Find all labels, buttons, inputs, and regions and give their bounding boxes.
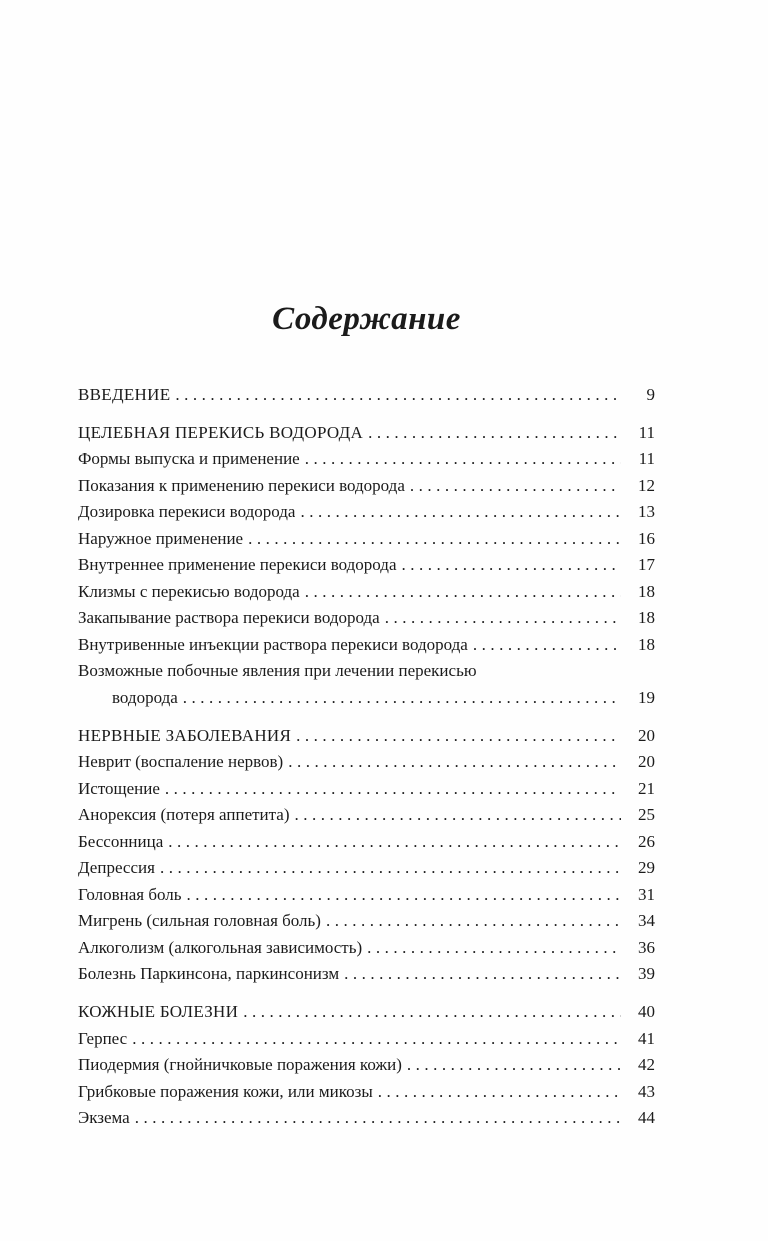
toc-entry	[78, 526, 655, 553]
dot-leader	[339, 961, 621, 988]
toc-entry-label: Истощение	[78, 778, 160, 798]
toc-entry	[78, 1026, 655, 1053]
toc-entry	[78, 961, 655, 988]
toc-entry-page: 11	[638, 449, 655, 469]
toc-entry	[78, 829, 655, 856]
toc-entry-page: 18	[638, 608, 655, 628]
toc-entry	[78, 855, 655, 882]
toc-entry-label: Грибковые поражения кожи, или микозы	[78, 1081, 373, 1101]
toc-entry	[78, 473, 655, 500]
dot-leader	[178, 685, 621, 712]
dot-leader	[402, 1052, 621, 1079]
toc-entry-page: 25	[638, 805, 655, 825]
toc-entry	[78, 658, 655, 685]
dot-leader	[300, 579, 621, 606]
toc-entry-label: Экзема	[78, 1108, 130, 1128]
toc-entry-label: Пиодермия (гнойничковые поражения кожи)	[78, 1055, 402, 1075]
toc-entry-page: 26	[638, 831, 655, 851]
toc-entry-label: КОЖНЫЕ БОЛЕЗНИ	[78, 1002, 239, 1022]
toc-entry-label: Герпес	[78, 1028, 128, 1048]
toc-entry-label: Неврит (воспаление нервов)	[78, 752, 284, 772]
toc-entry	[78, 935, 655, 962]
toc-entry-page: 9	[646, 385, 655, 404]
toc-section	[78, 382, 655, 409]
toc-entry-page: 41	[638, 1028, 655, 1048]
toc-entry-page: 36	[638, 937, 655, 957]
toc-entry-label: Формы выпуска и применение	[78, 449, 300, 469]
toc-entry-page: 42	[638, 1055, 655, 1075]
toc-section	[78, 999, 655, 1132]
toc-entry-label: Дозировка перекиси водорода	[78, 502, 296, 522]
dot-leader	[321, 908, 621, 935]
toc-entry-label: Внутреннее применение перекиси водорода	[78, 555, 397, 575]
toc-entry-page: 31	[638, 884, 655, 904]
toc-entry	[78, 802, 655, 829]
toc-entry-label: Анорексия (потеря аппетита)	[78, 805, 290, 825]
dot-leader	[289, 802, 621, 829]
toc-entry-page: 17	[638, 555, 655, 575]
toc-entry-label: Внутривенные инъекции раствора перекиси водорода	[78, 634, 468, 654]
toc-entry-page: 20	[638, 752, 655, 772]
toc-entry-page: 19	[638, 688, 655, 708]
toc-entry-label: Мигрень (сильная головная боль)	[78, 911, 321, 931]
toc-entry-page: 16	[638, 528, 655, 548]
toc-entry	[78, 723, 655, 750]
dot-leader	[155, 855, 621, 882]
toc-entry	[78, 579, 655, 606]
toc-entry-page: 40	[638, 1002, 655, 1022]
toc-entry-page: 43	[638, 1081, 655, 1101]
toc-section	[78, 723, 655, 988]
toc-entry-label: Алкоголизм (алкогольная зависимость)	[78, 937, 363, 957]
toc-entry	[78, 882, 655, 909]
toc-entry	[78, 908, 655, 935]
toc-entry-page: 21	[638, 778, 655, 798]
toc-entry-page: 11	[638, 422, 655, 442]
dot-leader	[291, 723, 621, 750]
dot-leader	[397, 552, 621, 579]
toc-entry	[78, 605, 655, 632]
toc-entry-label: Закапывание раствора перекиси водорода	[78, 608, 380, 628]
toc-entry	[78, 499, 655, 526]
dot-leader	[295, 499, 621, 526]
toc-entry-page: 44	[638, 1108, 655, 1128]
toc-entry	[78, 999, 655, 1026]
toc-entry	[78, 446, 655, 473]
dot-leader	[362, 935, 621, 962]
toc-section	[78, 420, 655, 712]
toc-entry-page: 18	[638, 634, 655, 654]
toc-entry-label: Головная боль	[78, 884, 182, 904]
toc-entry-page: 12	[638, 475, 655, 495]
toc-entry-label: Наружное применение	[78, 528, 244, 548]
toc-entry	[78, 1052, 655, 1079]
toc-entry	[78, 420, 655, 447]
dot-leader	[243, 526, 621, 553]
toc-entry-continuation	[78, 685, 655, 712]
toc-entry	[78, 1105, 655, 1132]
toc-entry-label: Показания к применению перекиси водорода	[78, 475, 405, 495]
toc-entry	[78, 552, 655, 579]
dot-leader	[163, 829, 621, 856]
toc-entry-label: НЕРВНЫЕ ЗАБОЛЕВАНИЯ	[78, 725, 292, 745]
toc-title: Содержание	[272, 301, 461, 337]
dot-leader	[300, 446, 621, 473]
dot-leader	[127, 1026, 621, 1053]
dot-leader	[373, 1079, 621, 1106]
dot-leader	[405, 473, 621, 500]
dot-leader	[468, 632, 621, 659]
toc-entry-page: 29	[638, 858, 655, 878]
dot-leader	[238, 999, 621, 1026]
toc-entry	[78, 382, 655, 409]
dot-leader	[130, 1105, 621, 1132]
toc-entry	[78, 749, 655, 776]
toc-entry-label: Болезнь Паркинсона, паркинсонизм	[78, 964, 340, 984]
dot-leader	[363, 420, 621, 447]
toc-entry-page: 20	[638, 725, 655, 745]
toc-entry-label: ЦЕЛЕБНАЯ ПЕРЕКИСЬ ВОДОРОДА	[78, 422, 364, 442]
toc-entry-page: 34	[638, 911, 655, 931]
dot-leader	[283, 749, 621, 776]
toc-entry-page: 13	[638, 502, 655, 522]
toc-entry-label: водорода	[112, 688, 178, 708]
dot-leader	[380, 605, 621, 632]
toc-entry-label: Клизмы с перекисью водорода	[78, 581, 300, 601]
toc-entry-label: Депрессия	[78, 858, 155, 878]
toc-entry	[78, 1079, 655, 1106]
toc-entry-label: Бессонница	[78, 831, 164, 851]
toc-entry-page: 18	[638, 581, 655, 601]
dot-leader	[182, 882, 622, 909]
toc-entry-page: 39	[638, 964, 655, 984]
toc-entry-label: Возможные побочные явления при лечении перекисью	[78, 661, 477, 681]
toc-entry	[78, 632, 655, 659]
toc-entry	[78, 776, 655, 803]
dot-leader	[160, 776, 621, 803]
toc-list	[78, 382, 655, 1132]
dot-leader	[170, 382, 621, 409]
toc-entry-label: ВВЕДЕНИЕ	[78, 385, 171, 404]
